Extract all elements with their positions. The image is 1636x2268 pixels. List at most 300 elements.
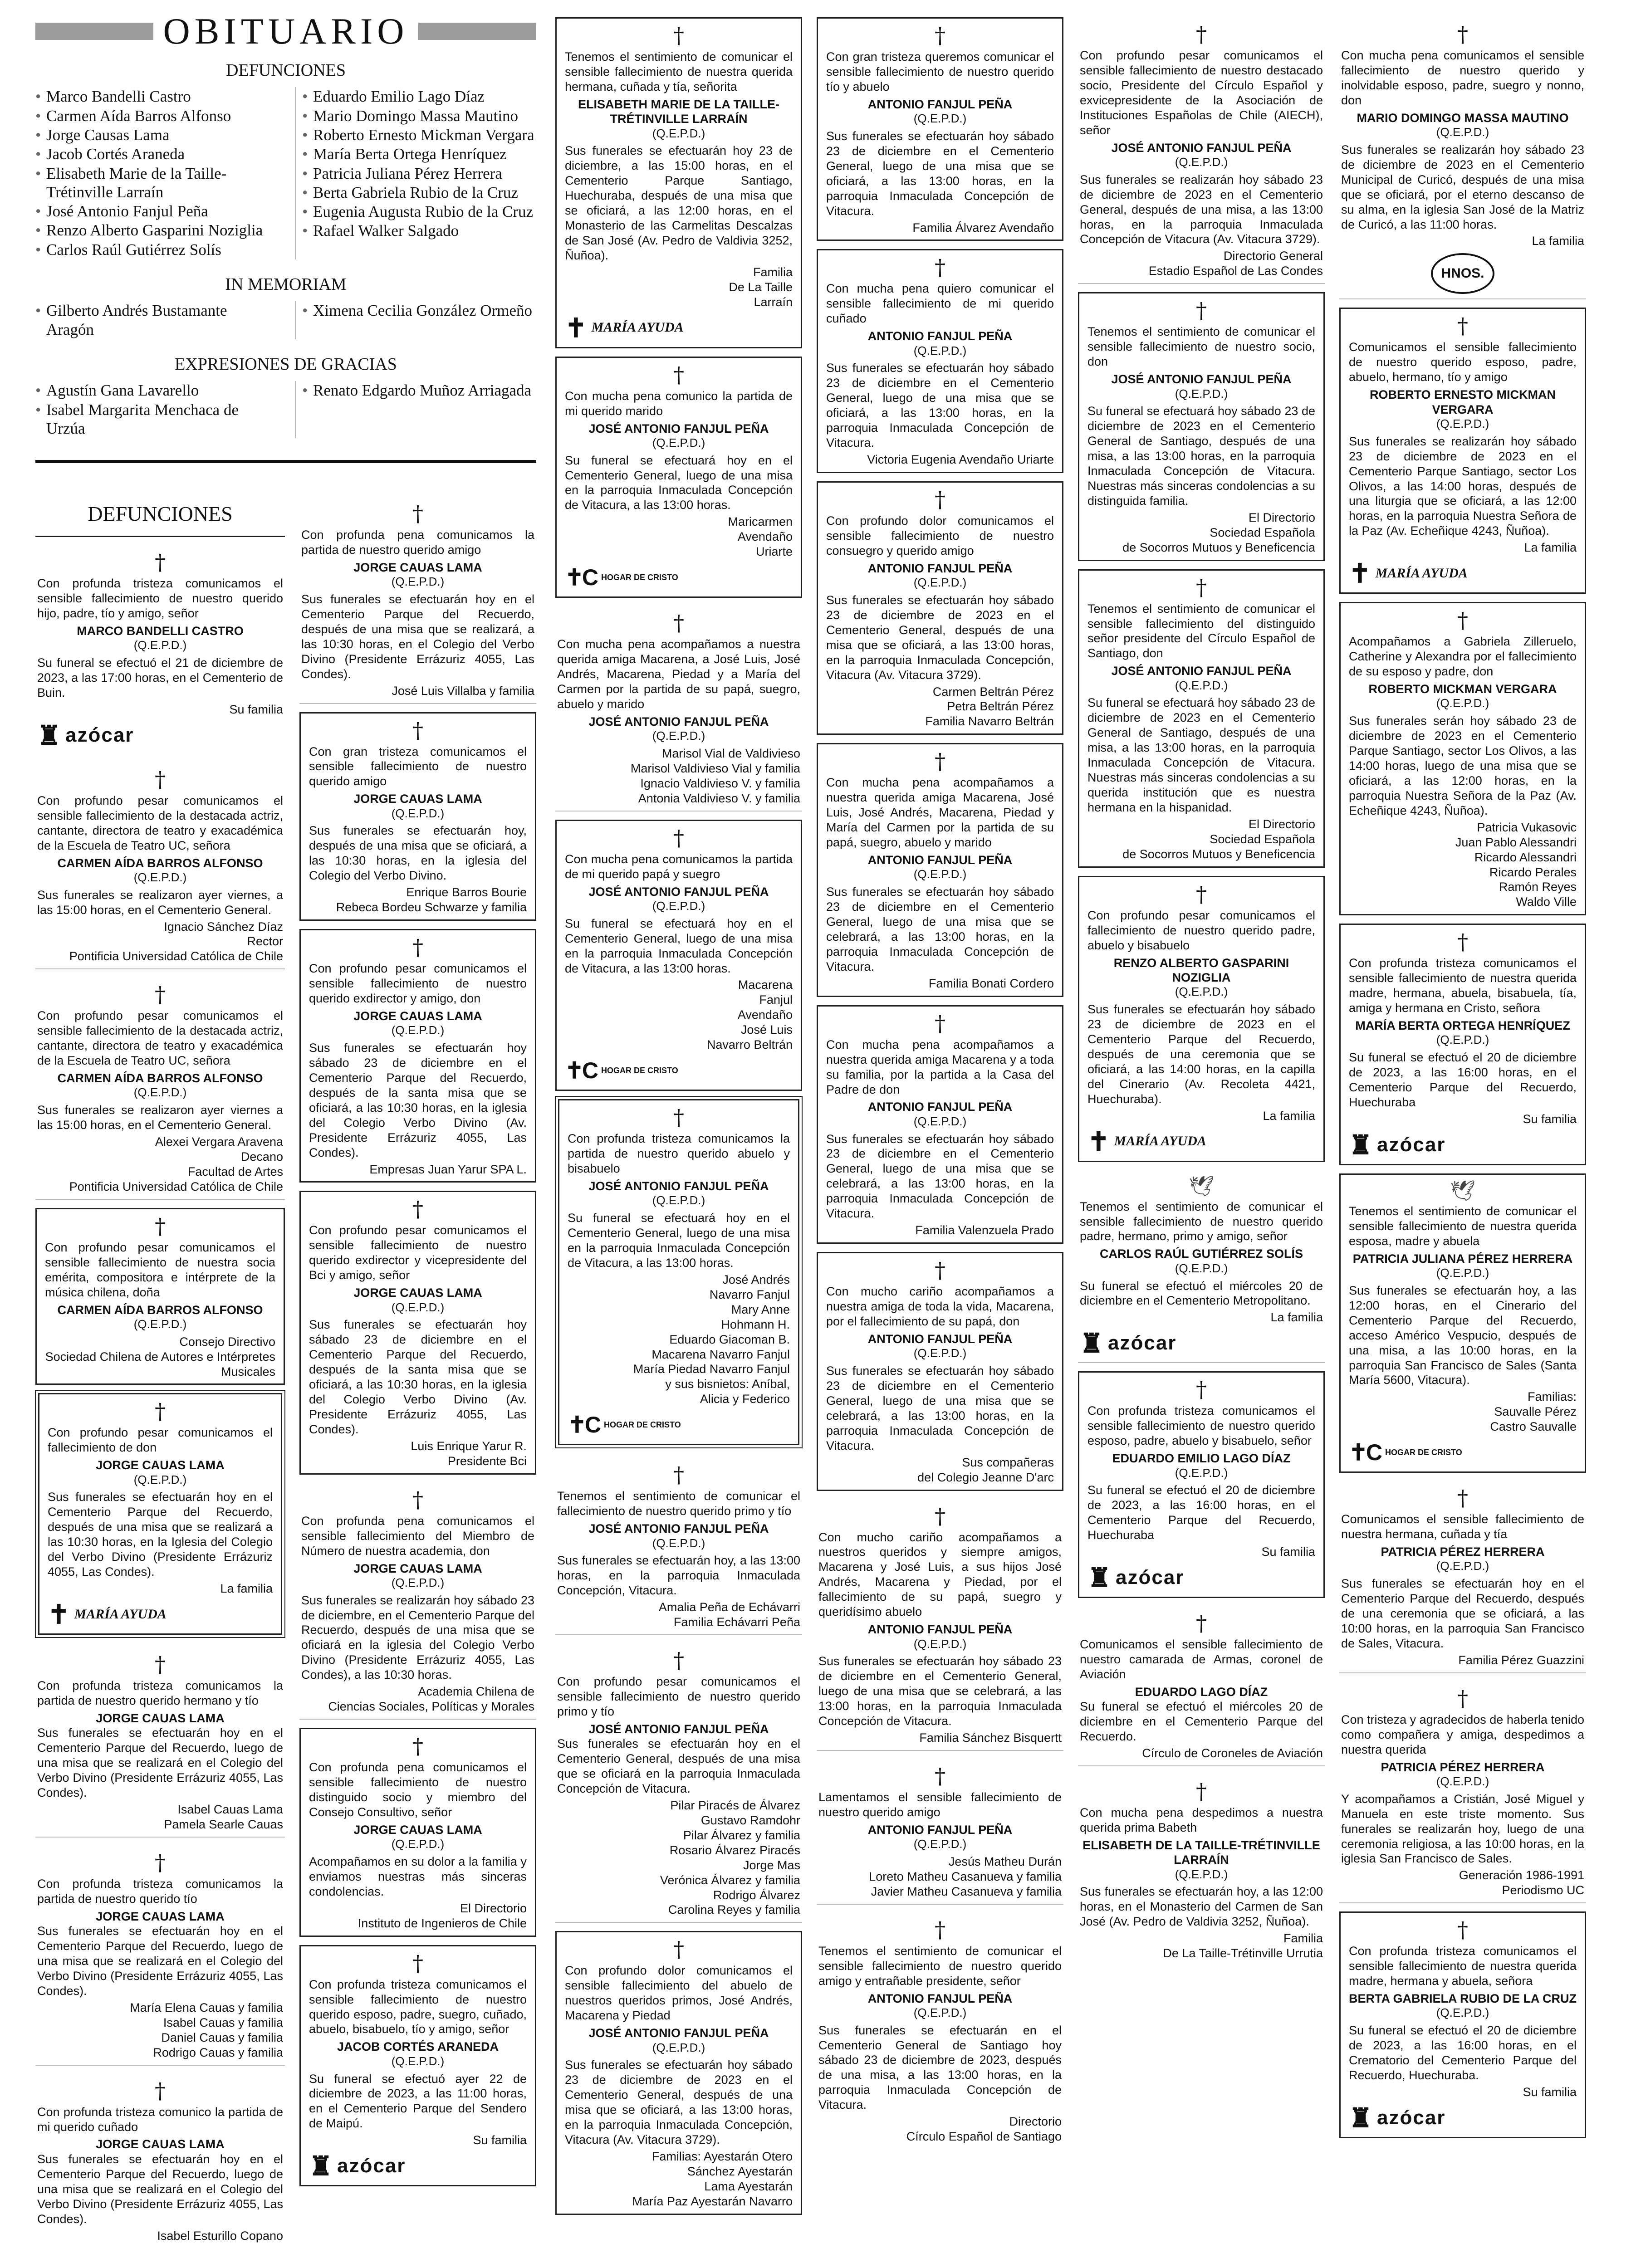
notice-signature (1087, 510, 1315, 555)
notice-intro: Con profundo dolor comunicamos el sensible fallecimiento del abuelo de nuestros queridos primos, José Andrés, Macarena y Piedad (565, 1964, 793, 2023)
notice-signature (826, 976, 1054, 991)
notice-details: Su funeral se efectuó el 20 de diciembre de 2023, a las 16:00 horas, en el Cementerio Parque del Recuerdo, Huechuraba (1349, 1051, 1577, 1110)
signature-line: Luis Enrique Yarur R. (411, 1439, 527, 1453)
notice-details: Sus funerales serán hoy sábado 23 de diciembre de 2023 en el Cementerio Parque Santiago, sector Los Olivos, a las 14:00 horas, luego de una misa que se oficiará, a las 12:00 horas, en la parroquia Nuestra Señora de la Paz (Av. Echeñique 4243, Ñuñoa). (1349, 714, 1577, 817)
deceased-name: ANTONIO FANJUL PEÑA (867, 1623, 1013, 1637)
obituary-notice (35, 1846, 285, 2066)
notice-intro: Con mucho cariño acompañamos a nuestra amiga de toda la vida, Macarena, por el fallecimiento de su papá, don (826, 1285, 1054, 1328)
qepd-label: (Q.E.P.D.) (652, 2040, 705, 2054)
signature-line: María Paz Ayestarán Navarro (632, 2194, 793, 2208)
obituary-notice (555, 1458, 802, 1635)
deceased-name: EDUARDO LAGO DÍAZ (1135, 1685, 1268, 1699)
obituary-notice (38, 1393, 282, 1635)
cross-icon: † (935, 255, 945, 281)
qepd-label: (Q.E.P.D.) (1436, 1774, 1489, 1788)
obituary-notice (1078, 1371, 1325, 1598)
signature-line: Consejo Directivo (179, 1334, 275, 1349)
sponsor-logo (37, 721, 283, 750)
notice-intro: Con profundo pesar comunicamos el sensible fallecimiento de nuestro querido primo y tío (557, 1674, 800, 1718)
index-name-item: • Eduardo Emilio Lago Díaz (302, 87, 536, 106)
notice-details: Su funeral se efectuará hoy en el Cementerio General, luego de una misa en la parroquia Inmaculada Concepción de Vitacura, a las 13:00 horas. (565, 916, 793, 975)
sponsor-logo (565, 563, 793, 592)
notice-signature (37, 919, 283, 964)
signature-line: De La Taille-Trétinville Urrutia (1163, 1946, 1323, 1960)
index-name-item: • María Berta Ortega Henríquez (302, 145, 536, 163)
signature-line: Pamela Searle Cauas (164, 1817, 283, 1831)
qepd-label: (Q.E.P.D.) (913, 112, 967, 126)
obituary-notice (1339, 1481, 1586, 1673)
obituary-notice (555, 357, 802, 598)
cross-icon: † (935, 487, 945, 513)
notice-signature (557, 746, 800, 806)
signature-line: Familia Echávarri Peña (673, 1615, 800, 1629)
cross-icon: † (412, 1950, 423, 1976)
index-name-item: • Gilberto Andrés Bustamante Aragón (35, 301, 277, 339)
obituary-notice (299, 929, 536, 1183)
signature-line: Familia Pérez Guazzini (1458, 1653, 1584, 1667)
signature-line: Pontificia Universidad Católica de Chile (69, 949, 283, 963)
index-name-item: • Agustín Gana Lavarello (35, 381, 277, 400)
signature-line: Ignacio Sánchez Díaz (164, 919, 283, 934)
notice-details: Sus funerales se efectuarán hoy sábado 23 de diciembre en el Cementerio Parque del Recuerdo, después de la santa misa que se oficiará, a las 10:30 horas, en la iglesia del Colegio Verbo Divino (Av. Presidente Errázuriz 4055, Las Condes). (309, 1041, 527, 1159)
signature-line: Carolina Reyes y familia (668, 1903, 800, 1917)
notice-intro: Con profunda tristeza comunicamos el sensible fallecimiento de nuestro querido esposo, padre, suegro, cuñado, abuelo, bisabuelo, tío y amigo, señor (309, 1977, 527, 2036)
deceased-name: ROBERTO ERNESTO MICKMAN VERGARA (1369, 388, 1556, 416)
obituary-notice (1339, 924, 1586, 1165)
signature-line: Familia Sánchez Bisquertt (919, 1730, 1062, 1745)
qepd-label: (Q.E.P.D.) (391, 1023, 445, 1037)
cross-icon: † (1457, 1486, 1468, 1511)
notice-signature (309, 1901, 527, 1931)
notice-details: Sus funerales se efectuarán hoy, a las 13:00 horas, en la parroquia Inmaculada Concepción, Vitacura. (557, 1554, 800, 1598)
qepd-label: (Q.E.P.D.) (1175, 155, 1228, 169)
notice-details: Sus funerales se realizaron ayer viernes, a las 15:00 horas, en el Cementerio General. (37, 888, 283, 917)
deceased-name: JOSÉ ANTONIO FANJUL PEÑA (588, 421, 769, 435)
cross-icon: † (155, 1652, 166, 1678)
hogar-de-cristo-icon: ✝C (568, 1412, 600, 1437)
qepd-label: (Q.E.P.D.) (133, 1085, 187, 1100)
obituary-notice (817, 1252, 1063, 1491)
notice-intro: Con profundo pesar comunicamos el sensible fallecimiento de la destacada actriz, cantante, directora de teatro y exacadémica de la Escuela de Teatro UC, señora (37, 1009, 283, 1068)
azocar-logo-text: azócar (1116, 1566, 1185, 1589)
qepd-label: (Q.E.P.D.) (391, 2054, 445, 2068)
notice-details: Su funeral se efectuó el miércoles 20 de diciembre en el Cementerio Parque del Recuerdo. (1080, 1700, 1323, 1743)
obituary-notice (555, 1643, 802, 1923)
notice-details: Su funeral se efectuó el 20 de diciembre de 2023, a las 16:00 horas, en el Crematorio del Cementerio Parque del Recuerdo, Huechuraba. (1349, 2024, 1577, 2082)
notice-intro: Tenemos el sentimiento de comunicar el sensible fallecimiento de nuestro querido padre, hermano, primo y amigo, señor (1080, 1199, 1323, 1243)
signature-line: José Luis (740, 1023, 793, 1037)
notice-intro: Con profunda tristeza comunicamos el sensible fallecimiento de nuestro querido esposo, padre, abuelo y bisabuelo, señor (1087, 1404, 1315, 1448)
cross-icon: † (412, 718, 423, 743)
signature-line: Marisol Vial de Valdivieso (661, 746, 800, 760)
deceased-name: JORGE CAUAS LAMA (96, 1909, 225, 1923)
cross-icon: † (412, 1734, 423, 1760)
qepd-label: (Q.E.P.D.) (652, 126, 705, 140)
sponsor-logo (1341, 253, 1584, 294)
deceased-name: ANTONIO FANJUL PEÑA (867, 1991, 1013, 2005)
signature-line: Rosario Álvarez Piracés (669, 1843, 800, 1857)
notice-intro: Tenemos el sentimiento de comunicar el sensible fallecimiento de nuestro querido amigo y entrañable presidente, señor (818, 1944, 1062, 1988)
obituary-notice (1078, 1606, 1325, 1766)
cross-icon: † (1457, 1686, 1468, 1711)
index-name-item: • Mario Domingo Massa Mautino (302, 107, 536, 125)
qepd-label: (Q.E.P.D.) (1175, 985, 1228, 999)
cross-icon: † (935, 1011, 945, 1036)
signature-line: José Luis Villalba y familia (392, 684, 534, 698)
notice-intro: Con profundo dolor comunicamos el sensible fallecimiento de nuestro consuegro y querido amigo (826, 513, 1054, 557)
section-title: OBITUARIO (163, 10, 409, 52)
obituary-notice (817, 249, 1063, 473)
signature-line: Gustavo Ramdohr (700, 1813, 800, 1827)
deceased-name: PATRICIA PÉREZ HERRERA (1381, 1545, 1545, 1559)
deceased-name: JOSÉ ANTONIO FANJUL PEÑA (588, 1722, 769, 1736)
dove-icon: 🕊 (1189, 1175, 1214, 1198)
deceased-name: ANTONIO FANJUL PEÑA (867, 97, 1013, 111)
notice-signature (45, 1334, 275, 1379)
defunciones-heading: DEFUNCIONES (88, 502, 233, 525)
notice-intro: Con gran tristeza comunicamos el sensible fallecimiento de nuestro querido amigo (309, 744, 527, 788)
cross-icon: † (155, 2078, 166, 2104)
sponsor-logo (1349, 1130, 1577, 1159)
qepd-label: (Q.E.P.D.) (1436, 696, 1489, 710)
qepd-label: (Q.E.P.D.) (1175, 678, 1228, 692)
notice-intro: Con profunda tristeza comunicamos la partida de nuestro querido hermano y tío (37, 1679, 283, 1707)
notice-intro: Con profundo pesar comunicamos el fallecimiento de nuestro querido padre, abuelo y bisabuelo (1087, 908, 1315, 952)
signature-line: Navarro Beltrán (706, 1038, 793, 1052)
obituary-notice (817, 1499, 1063, 1751)
signature-line: José Andrés (722, 1272, 790, 1286)
signature-line: Su familia (1523, 2085, 1577, 2099)
notice-intro: Con profundo pesar comunicamos el sensible fallecimiento de la destacada actriz, cantante, directora de teatro y exacadémica de la Escuela de Teatro UC, señora (37, 793, 283, 852)
signature-line: Familias: Ayestarán Otero (651, 2149, 793, 2163)
index-name-item: • Carmen Aída Barros Alfonso (35, 107, 277, 125)
notice-signature (301, 1684, 534, 1714)
notice-details: Su funeral se efectuará hoy en el Cementerio General, luego de una misa en la parroquia Inmaculada Concepción de Vitacura, a las 13:00 horas. (565, 453, 793, 512)
notice-details: Su funeral se efectuará hoy en el Cementerio General, luego de una misa en la parroquia Inmaculada Concepción de Vitacura, a las 13:00 horas. (568, 1211, 790, 1270)
azocar-crest-icon: ♜ (37, 719, 61, 751)
cross-icon: † (155, 1850, 166, 1876)
obituary-notice (817, 1005, 1063, 1244)
cross-icon: † (1196, 881, 1207, 907)
hnos-logo: HNOS. (1431, 253, 1494, 294)
cross-icon: † (935, 1503, 945, 1529)
qepd-label: (Q.E.P.D.) (652, 1193, 705, 1207)
index-name-item: • Jacob Cortés Araneda (35, 145, 277, 163)
signature-line: Jesús Matheu Durán (948, 1854, 1062, 1868)
notice-intro: Con mucha pena acompañamos a nuestra querida amiga Macarena, José Luis, José Andrés, Macarena, Piedad y María del Carmen por la partida de su papá, suegro, abuelo y marido (826, 776, 1054, 850)
signature-line: Marisol Valdivieso Vial y familia (630, 761, 800, 775)
obituary-notice (1078, 17, 1325, 284)
hogar-de-cristo-logo-text: HOGAR DE CRISTO (601, 572, 678, 582)
obituary-notice (817, 743, 1063, 997)
notice-signature (1349, 540, 1577, 555)
obituary-notice (817, 1913, 1063, 2149)
notice-intro: Con profunda tristeza comunicamos el sensible fallecimiento de nuestro querido hijo, padre, tío y amigo, señor (37, 577, 283, 620)
signature-line: Uriarte (755, 545, 793, 559)
qepd-label: (Q.E.P.D.) (1436, 2006, 1489, 2020)
sponsor-logo (565, 313, 793, 342)
signature-line: Waldo Ville (1516, 895, 1577, 909)
obituary-notice (299, 1483, 536, 1720)
deceased-name: MARCO BANDELLI CASTRO (77, 624, 244, 638)
notice-details: Sus funerales se efectuarán hoy sábado 23 de diciembre de 2023 en el Cementerio General, después de una misa que se oficiará, a las 13:00 horas, en la parroquia Inmaculada Concepción, Vitacura (Av. Vitacura 3729). (565, 2058, 793, 2146)
index-gracias-list (35, 381, 536, 438)
signature-line: Avendaño (737, 530, 793, 544)
qepd-label: (Q.E.P.D.) (133, 1472, 187, 1486)
notice-intro: Con mucha pena comunicamos la partida de mi querido papá y suegro (565, 852, 793, 881)
notice-intro: Con profunda tristeza comunico la partida de mi querido cuñado (37, 2105, 283, 2134)
signature-line: Generación 1986-1991 (1459, 1868, 1584, 1882)
deceased-name: JOSÉ ANTONIO FANJUL PEÑA (1111, 141, 1292, 155)
signature-line: Familia Álvarez Avendaño (912, 220, 1054, 235)
notice-details: Su funeral se efectuó el 21 de diciembre de 2023, a las 17:00 horas, en el Cementerio de Buin. (37, 656, 283, 699)
notice-intro: Con mucho cariño acompañamos a nuestros queridos y siempre amigos, Macarena y José Luis, a sus hijos José Andrés, Macarena y Piedad, por el fallecimiento de su papá, suegro y queridísimo abuelo (818, 1530, 1062, 1619)
notice-details: Sus funerales se efectuarán hoy sábado 23 de diciembre en el Cementerio General, luego de una misa que se celebrará, a las 13:00 horas, en la parroquia Inmaculada Concepción de Vitacura. (826, 1132, 1054, 1221)
signature-line: Rodrigo Álvarez (713, 1888, 800, 1902)
qepd-label: (Q.E.P.D.) (913, 343, 967, 357)
signature-line: Sauvalle Pérez (1494, 1405, 1577, 1419)
notice-signature (565, 265, 793, 310)
notice-signature (1080, 1931, 1323, 1961)
index-name-item: • Roberto Ernesto Mickman Vergara (302, 126, 536, 144)
notice-signature (301, 684, 534, 699)
deceased-name: JORGE CAUAS LAMA (353, 792, 482, 806)
signature-line: Daniel Cauas y familia (161, 2030, 283, 2044)
notice-signature (565, 514, 793, 559)
notice-intro: Con mucha pena comunicamos el sensible fallecimiento de nuestro querido y inolvidable esposo, padre, suegro y nonno, don (1341, 49, 1584, 107)
signature-line: Sociedad Española (1210, 525, 1315, 539)
deceased-name: CARMEN AÍDA BARROS ALFONSO (57, 1071, 263, 1085)
deceased-name: ANTONIO FANJUL PEÑA (867, 561, 1013, 575)
azocar-logo-text: azócar (337, 2155, 406, 2177)
deceased-name: PATRICIA JULIANA PÉREZ HERRERA (1352, 1251, 1573, 1266)
notice-intro: Con profundo pesar comunicamos el sensible fallecimiento de nuestro querido exdirector y amigo, don (309, 962, 527, 1005)
notice-details: Sus funerales se efectuarán hoy sábado 23 de diciembre en el Cementerio General, luego de una misa que se celebrará, a las 13:00 horas, en la parroquia Inmaculada Concepción de Vitacura. (818, 1654, 1062, 1728)
deceased-name: JOSÉ ANTONIO FANJUL PEÑA (588, 1179, 769, 1193)
deceased-name: ANTONIO FANJUL PEÑA (867, 1823, 1013, 1837)
cross-icon: † (412, 935, 423, 961)
signature-line: Juan Pablo Alessandri (1455, 835, 1577, 849)
defunciones-header-box (35, 497, 285, 537)
deceased-name: JOSÉ ANTONIO FANJUL PEÑA (588, 1522, 769, 1536)
signature-line: Loreto Matheu Casanueva y familia (869, 1869, 1062, 1883)
notice-signature (1080, 1746, 1323, 1761)
sponsor-logo (309, 2151, 527, 2180)
cross-icon: † (1196, 298, 1207, 324)
maria-ayuda-logo-text: MARÍA AYUDA (1114, 1134, 1206, 1149)
index-defunciones-title: DEFUNCIONES (226, 61, 346, 80)
notice-intro: Tenemos el sentimiento de comunicar el fallecimiento de nuestro querido primo y tío (557, 1489, 800, 1518)
notice-intro: Con mucha pena despedimos a nuestra querida prima Babeth (1080, 1805, 1323, 1834)
notice-details: Su funeral se efectuó el 20 de diciembre de 2023, a las 16:00 horas, en el Cementerio Parque del Recuerdo, Huechuraba (1087, 1483, 1315, 1542)
notice-intro: Con mucha pena comunico la partida de mi querido marido (565, 389, 793, 418)
sponsor-logo (48, 1600, 273, 1629)
cross-icon: † (1457, 608, 1468, 634)
signature-line: Su familia (229, 702, 283, 716)
signature-line: El Directorio (1248, 510, 1315, 524)
azocar-logo-text: azócar (1108, 1332, 1177, 1354)
signature-line: de Socorros Mutuos y Beneficencia (1122, 540, 1315, 554)
deceased-name: RENZO ALBERTO GASPARINI NOZIGLIA (1113, 956, 1289, 984)
obituary-notice (555, 606, 802, 811)
signature-line: Periodismo UC (1502, 1883, 1584, 1897)
deceased-name: MARÍA BERTA ORTEGA HENRÍQUEZ (1355, 1019, 1570, 1033)
notice-signature (1349, 1389, 1577, 1434)
notice-details: Su funeral se efectuará hoy sábado 23 de diciembre de 2023 en el Cementerio General de Santiago, después de una misa, a las 13:00 horas, en la parroquia Inmaculada Concepción de Vitacura. Nuestras más sinceras condolencias a su querida institución que es nuestra hermana en la hispanidad. (1087, 696, 1315, 815)
signature-line: Familia Valenzuela Prado (915, 1223, 1054, 1237)
signature-line: Estadio Español de Las Condes (1148, 264, 1323, 278)
maria-ayuda-cross-icon: ✝ (48, 1599, 70, 1630)
index-memoriam-list (35, 301, 536, 339)
signature-line: El Directorio (460, 1901, 527, 1915)
notice-signature (1080, 249, 1323, 279)
notice-signature (565, 978, 793, 1052)
notice-signature (818, 2114, 1062, 2144)
cross-icon: † (673, 362, 684, 388)
notice-signature (1349, 820, 1577, 910)
notice-details: Sus funerales se efectuarán hoy 23 de diciembre, a las 15:00 horas, en el Cementerio Parque Santiago, Huechuraba, después de una misa que se oficiará, a las 12:00 horas, en el Monasterio de las Carmelitas Descalzas de San José (Av. Pedro de Valdivia 3252, Ñuñoa). (565, 144, 793, 262)
deceased-name: JORGE CAUAS LAMA (96, 2137, 225, 2151)
hogar-de-cristo-logo-text: HOGAR DE CRISTO (604, 1420, 681, 1429)
notice-details: Sus funerales se efectuarán hoy sábado 23 de diciembre en el Cementerio General, luego de una misa que se oficiará, a las 13:00 horas, en la parroquia Inmaculada Concepción de Vitacura. (826, 361, 1054, 450)
cross-icon: † (673, 1105, 684, 1131)
notice-details: Sus funerales se efectuarán hoy en el Cementerio Parque del Recuerdo, después de una ceremonia que se oficiará, a las 10:00 horas, en la parroquia San Francisco de Sales, Vitacura. (1341, 1577, 1584, 1650)
obituary-notice (1078, 569, 1325, 868)
signature-line: Javier Matheu Casanueva y familia (871, 1884, 1062, 1898)
notice-details: Sus funerales se efectuarán hoy sábado 23 de diciembre en el Cementerio General, luego de una misa que se celebrará, a las 13:00 horas, en la parroquia Inmaculada Concepción de Vitacura. (826, 885, 1054, 973)
signature-line: Rector (247, 934, 283, 948)
notice-intro: Con profunda pena comunicamos el sensible fallecimiento de nuestro distinguido socio y miembro del Consejo Consultivo, señor (309, 1760, 527, 1819)
signature-line: Carmen Beltrán Pérez (932, 684, 1054, 699)
obituary-notice (1339, 602, 1586, 915)
notice-intro: Comunicamos el sensible fallecimiento de nuestro querido esposo, padre, abuelo, hermano, tío y amigo (1349, 340, 1577, 384)
index-name-item: • Marco Bandelli Castro (35, 87, 277, 106)
signature-line: Sánchez Ayestarán (687, 2164, 793, 2178)
notice-signature (1087, 1109, 1315, 1124)
index-name-item: • José Antonio Fanjul Peña (35, 202, 277, 220)
qepd-label: (Q.E.P.D.) (1175, 386, 1228, 401)
notice-signature (565, 2149, 793, 2209)
notice-details: Sus funerales se efectuarán hoy en el Cementerio General, después de una misa que se oficiará en la parroquia Inmaculada Concepción de Vitacura. (557, 1737, 800, 1795)
hogar-de-cristo-icon: ✝C (565, 564, 597, 590)
obituary-notice (1339, 1681, 1586, 1903)
signature-line: Ciencias Sociales, Políticas y Morales (328, 1700, 534, 1714)
signature-line: Pontificia Universidad Católica de Chile (69, 1179, 283, 1193)
cross-icon: † (935, 23, 945, 49)
qepd-label: (Q.E.P.D.) (913, 1837, 967, 1851)
obituary-notice (1339, 1173, 1586, 1473)
obituary-notice (299, 712, 536, 921)
notice-intro: Con profunda tristeza comunicamos el sensible fallecimiento de nuestra querida madre, hermana, abuela, bisabuela, tía, amiga y hermana en Cristo, señora (1349, 956, 1577, 1015)
qepd-label: (Q.E.P.D.) (652, 435, 705, 450)
signature-line: y sus bisnietos: Aníbal, (665, 1377, 790, 1391)
signature-line: De La Taille (729, 280, 793, 294)
obituary-notice (555, 17, 802, 348)
azocar-crest-icon: ♜ (1349, 2102, 1372, 2133)
notice-signature (309, 1162, 527, 1177)
index-name-item: • Elisabeth Marie de la Taille-Trétinville Larraín (35, 164, 277, 202)
notice-signature (1349, 1112, 1577, 1127)
signature-line: La familia (1532, 234, 1584, 248)
cross-icon: † (673, 825, 684, 851)
index-name-item: • Jorge Causas Lama (35, 126, 277, 144)
notice-details: Sus funerales se efectuarán hoy en el Cementerio Parque del Recuerdo, después de una misa que se realizará, a las 10:30 horas, en el Colegio del Verbo Divino (Presidente Errázuriz 4055, Las Condes). (301, 592, 534, 681)
obituary-notice (817, 1759, 1063, 1905)
notice-intro: Con tristeza y agradecidos de haberla tenido como compañera y amiga, despedimos a nuestra querida (1341, 1712, 1584, 1756)
qepd-label: (Q.E.P.D.) (1175, 1466, 1228, 1480)
deceased-name: JORGE CAUAS LAMA (353, 1286, 482, 1300)
signature-line: María Elena Cauas y familia (130, 2000, 283, 2014)
deceased-name: ROBERTO MICKMAN VERGARA (1368, 682, 1557, 696)
signature-line: Familia (1283, 1931, 1323, 1945)
notice-details: Sus funerales se efectuarán hoy sábado 23 de diciembre en el Cementerio General, luego de una misa que se oficiará, a las 13:00 horas, en la parroquia Inmaculada Concepción de Vitacura. (826, 129, 1054, 218)
notice-details: Y acompañamos a Cristián, José Miguel y Manuela en este triste momento. Sus funerales se realizarán hoy, luego de una ceremonia religiosa, a las 10:00 horas, en la iglesia San Francisco de Sales. (1341, 1792, 1584, 1866)
signature-line: Ricardo Perales (1489, 865, 1577, 879)
index-gracias-title: EXPRESIONES DE GRACIAS (175, 354, 397, 374)
maria-ayuda-cross-icon: ✝ (565, 312, 587, 343)
notice-details: Su funeral se efectuó ayer 22 de diciembre de 2023, a las 11:00 horas, en el Cementerio Parque del Sendero de Maipú. (309, 2072, 527, 2131)
notice-details: Sus funerales se realizaron ayer viernes a las 15:00 horas, en el Cementerio General. (37, 1103, 283, 1132)
obituary-notice (555, 820, 802, 1091)
index-name-item: • Berta Gabriela Rubio de la Cruz (302, 183, 536, 202)
obituary-notice (35, 2074, 285, 2248)
signature-line: Eduardo Giacoman B. (669, 1332, 790, 1346)
signature-line: Directorio (1009, 2115, 1062, 2129)
deceased-name: JORGE CAUAS LAMA (96, 1711, 225, 1725)
cross-icon: † (935, 1258, 945, 1284)
notice-intro: Comunicamos el sensible fallecimiento de nuestra hermana, cuñada y tía (1341, 1512, 1584, 1541)
obituary-notice (1339, 308, 1586, 594)
notice-signature (309, 1439, 527, 1469)
notice-details: Sus funerales se realizarán hoy sábado 23 de diciembre de 2023 en el Cementerio Parque Santiago, sector Los Olivos, a las 14:00 horas, después de una liturgia que se oficiará, a las 12:00 horas, en la parroquia Nuestra Señora de la Paz (Av. Echeñique 4243, Ñuñoa). (1349, 434, 1577, 538)
obituary-notice (35, 1647, 285, 1838)
index-name-item: • Isabel Margarita Menchaca de Urzúa (35, 401, 277, 438)
azocar-crest-icon: ♜ (309, 2151, 333, 2182)
header-bar (35, 23, 153, 40)
signature-line: Ignacio Valdivieso V. y familia (640, 776, 800, 790)
notice-signature (818, 1730, 1062, 1745)
signature-line: Isabel Cauas y familia (163, 2015, 283, 2029)
notice-signature (309, 2133, 527, 2148)
obituary-notice (555, 1931, 802, 2214)
notice-intro: Con profunda tristeza comunicamos la partida de nuestro querido tío (37, 1877, 283, 1906)
cross-icon: † (155, 1213, 166, 1239)
obituary-notice (1078, 292, 1325, 561)
sponsor-logo (1087, 1563, 1315, 1592)
azocar-crest-icon: ♜ (1080, 1328, 1103, 1359)
notice-intro: Con profundo pesar comunicamos el sensible fallecimiento de nuestra socia emérita, compositora e intérprete de la música chilena, doña (45, 1240, 275, 1299)
signature-line: Hohmann H. (721, 1317, 790, 1331)
signature-line: Isabel Cauas Lama (177, 1802, 283, 1816)
column-1b (299, 497, 536, 2195)
notice-signature (568, 1272, 790, 1407)
signature-line: Castro Sauvalle (1490, 1420, 1577, 1434)
cross-icon: † (1196, 22, 1207, 47)
qepd-label: (Q.E.P.D.) (1436, 417, 1489, 431)
cross-icon: † (412, 1197, 423, 1222)
maria-ayuda-cross-icon: ✝ (1349, 558, 1371, 589)
qepd-label: (Q.E.P.D.) (133, 1317, 187, 1331)
qepd-label: (Q.E.P.D.) (133, 638, 187, 652)
obituary-notice (558, 1099, 799, 1445)
signature-line: Amalia Peña de Echávarri (658, 1600, 800, 1614)
index-column (35, 10, 536, 463)
notice-signature (37, 702, 283, 717)
qepd-label: (Q.E.P.D.) (1175, 1261, 1228, 1275)
notice-details: Sus funerales se efectuarán hoy en el Cementerio Parque del Recuerdo, luego de una misa que se realizará en el Colegio del Verbo Divino (Presidente Errázuriz 4055, Las Condes). (37, 1924, 283, 1998)
notice-details: Sus funerales se efectuarán hoy sábado 23 de diciembre de 2023 en el Cementerio General, después de una misa que se oficiará, a las 13:00 horas, en la parroquia Inmaculada Concepción, Vitacura (Av. Vitacura 3729). (826, 593, 1054, 682)
notice-intro: Tenemos el sentimiento de comunicar el sensible fallecimiento de nuestra querida esposa, madre y abuela (1349, 1204, 1577, 1248)
